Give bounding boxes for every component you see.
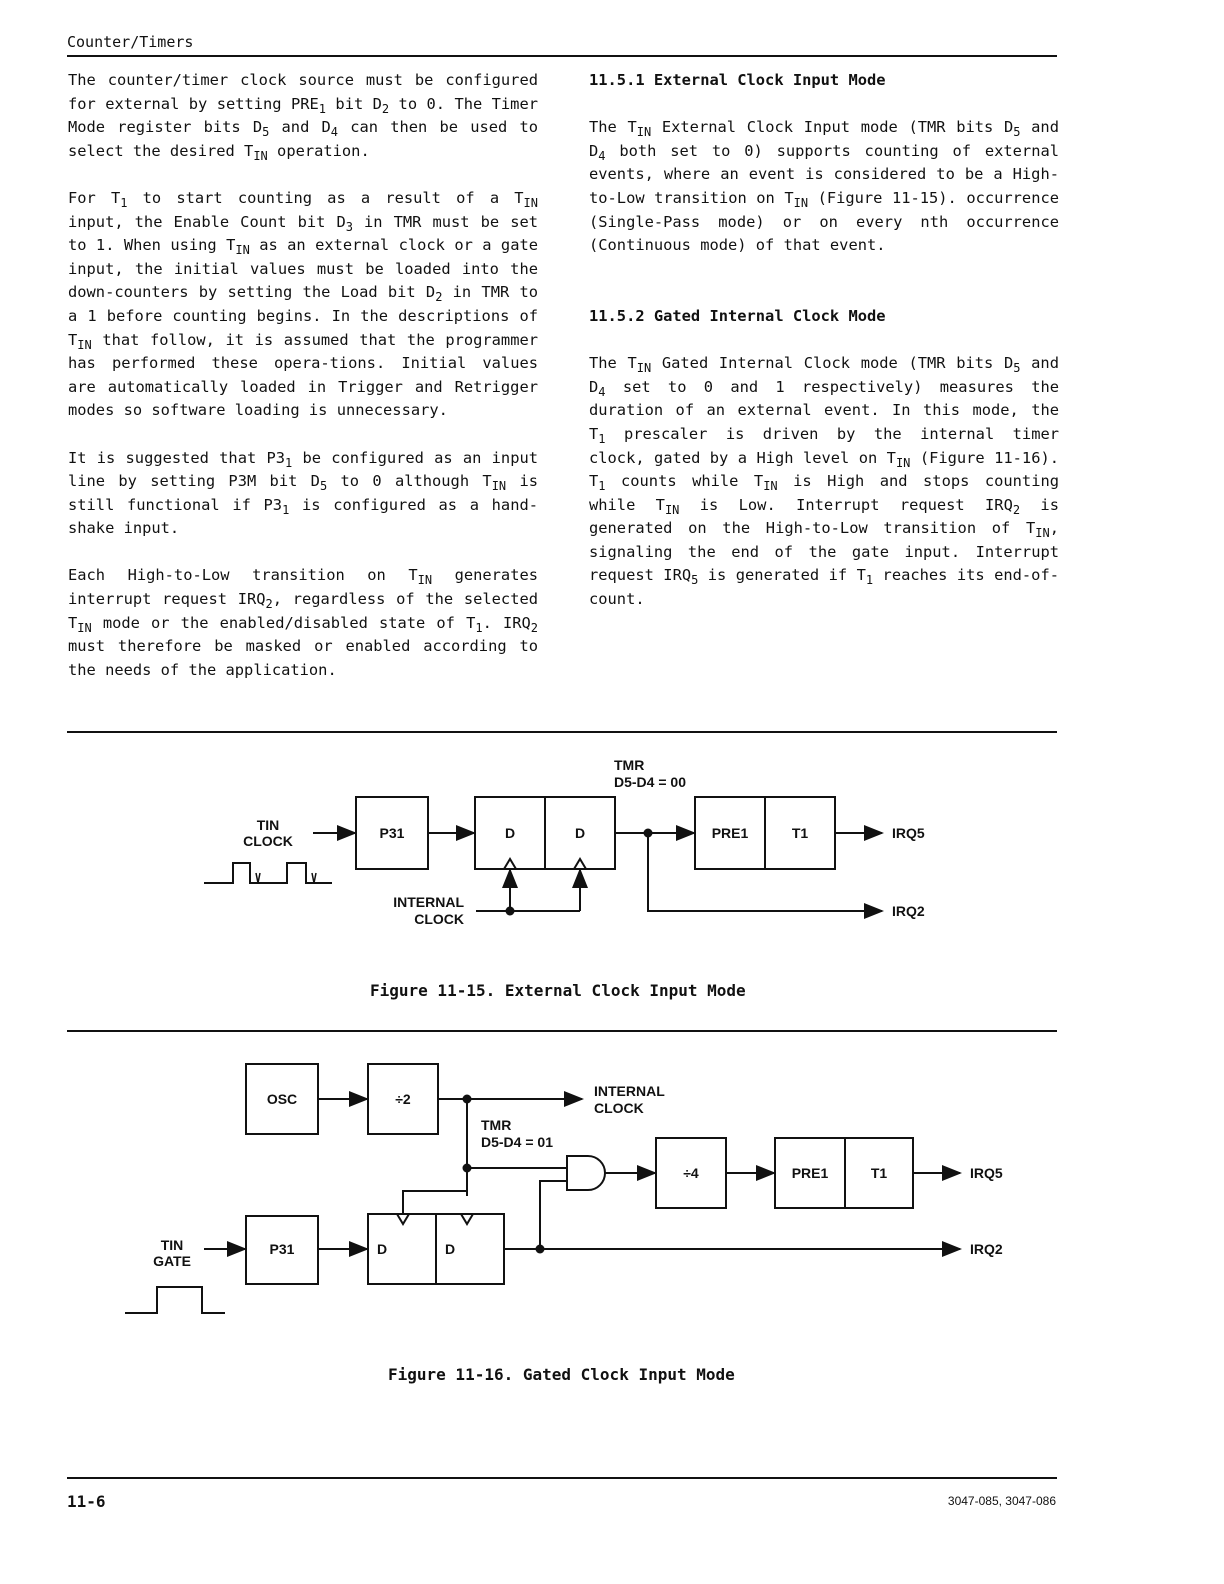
right-column [589,69,1059,635]
footer-rule [67,1477,1057,1479]
d1-label: D [504,825,516,841]
tmr-label: TMR [614,757,645,773]
running-header: Counter/Timers [67,33,194,51]
section-text-11-5-2: The $T_{IN}$ Gated Internal Clock mode (TMR bits $D_5$ and $D_4$ set to 0 and 1 respectively) measures the duration of an external event. In this mode, the $T_1$ prescaler is driven by the internal timer clock, gated by a High level on $T_{IN}$ (Figure 11-16). $T_1$ counts while $T_{IN}$ is High and stops counting while $T_{IN}$ is Low. Interrupt request $IRQ_2$ is generated on the High-to-Low transition of $T_{IN}$, signaling the end of the gate input. Interrupt request $IRQ_5$ is generated if $T_1$ reaches its end-of-count. [589,354,1059,609]
left-paragraph-1: The counter/timer clock source must be configured for external by setting $PRE_1$ bit $D_2$ to 0. The Timer Mode register bits $D_5$ and $D_4$ can then be used to select the desired $T_{IN}$ operation. [68,71,538,163]
tmr-label: TMR [481,1117,512,1133]
p31-label: P31 [269,1241,295,1257]
gate-label: GATE [153,1253,191,1269]
p31-label: P31 [379,825,405,841]
left-paragraph-2: For $T_1$ to start counting as a result of a $T_{IN}$ input, the Enable Count bit $D_3$ in TMR must be set to 1. When using $T_{IN}$ as an external clock or a gate input, the initial values must be loaded into the down-counters by setting the Load bit $D_2$ in TMR to a 1 before counting begins. In the descriptions of $T_{IN}$ that follow, it is assumed that the programmer has performed these opera-tions. Initial values are automatically loaded in Trigger and Retrigger modes so software loading is unnecessary. [68,188,538,420]
internal-clock-label: CLOCK [414,911,464,927]
clock-label: CLOCK [243,833,293,849]
page-number: 11-6 [67,1492,106,1511]
div2-label: ÷2 [395,1091,411,1107]
figure-11-15-diagram [0,740,1224,980]
tmr-bits-label: D5-D4 = 01 [481,1134,553,1150]
internal-label: INTERNAL [594,1083,665,1099]
d2-label: D [574,825,586,841]
irq5-label: IRQ5 [892,825,925,841]
left-paragraph-4: Each High-to-Low transition on $T_{IN}$ generates interrupt request $IRQ_2$, regardless of the selected $T_{IN}$ mode or the enabled/disabled state of $T_1$. $IRQ_2$ must therefore be masked or enabled according to the needs of the application. [68,566,538,679]
osc-label: OSC [266,1091,298,1107]
section-heading-11-5-1: 11.5.1 External Clock Input Mode [589,71,886,89]
tin-label: TIN [160,1237,184,1253]
figure2-top-rule [67,1030,1057,1032]
figure1-top-rule [67,731,1057,733]
irq2-label: IRQ2 [970,1241,1003,1257]
t1-label: T1 [870,1165,888,1181]
irq2-label: IRQ2 [892,903,925,919]
pre1-label: PRE1 [791,1165,829,1181]
tin-label: TIN [256,817,280,833]
internal-clock-label: CLOCK [594,1100,644,1116]
figure-codes: 3047-085, 3047-086 [947,1494,1056,1508]
tmr-bits-label: D5-D4 = 00 [614,774,686,790]
pre1-label: PRE1 [711,825,749,841]
section-text-11-5-1: The $T_{IN}$ External Clock Input mode (TMR bits $D_5$ and $D_4$ both set to 0) supports counting of external events, where an event is considered to be a High-to-Low transition on $T_{IN}$ (Figure 11-15). occurrence (Single-Pass mode) or on every nth occurrence (Continuous mode) of that event. [589,118,1059,255]
header-rule [67,55,1057,57]
left-column [68,69,538,706]
d1-label: D [376,1241,388,1257]
div4-label: ÷4 [683,1165,699,1181]
figure-11-16-diagram [0,1040,1224,1340]
t1-label: T1 [791,825,809,841]
and-gate [567,1156,605,1190]
internal-label: INTERNAL [393,894,464,910]
left-paragraph-3: It is suggested that $P3_1$ be configured as an input line by setting P3M bit $D_5$ to 0 although $T_{IN}$ is still functional if $P3_1$ is configured as a hand-shake input. [68,448,538,538]
figure-11-15-caption: Figure 11-15. External Clock Input Mode [370,981,746,1000]
d2-label: D [444,1241,456,1257]
figure-11-16-caption: Figure 11-16. Gated Clock Input Mode [388,1365,735,1384]
gate-waveform [125,1287,225,1313]
irq5-label: IRQ5 [970,1165,1003,1181]
section-heading-11-5-2: 11.5.2 Gated Internal Clock Mode [589,306,886,325]
